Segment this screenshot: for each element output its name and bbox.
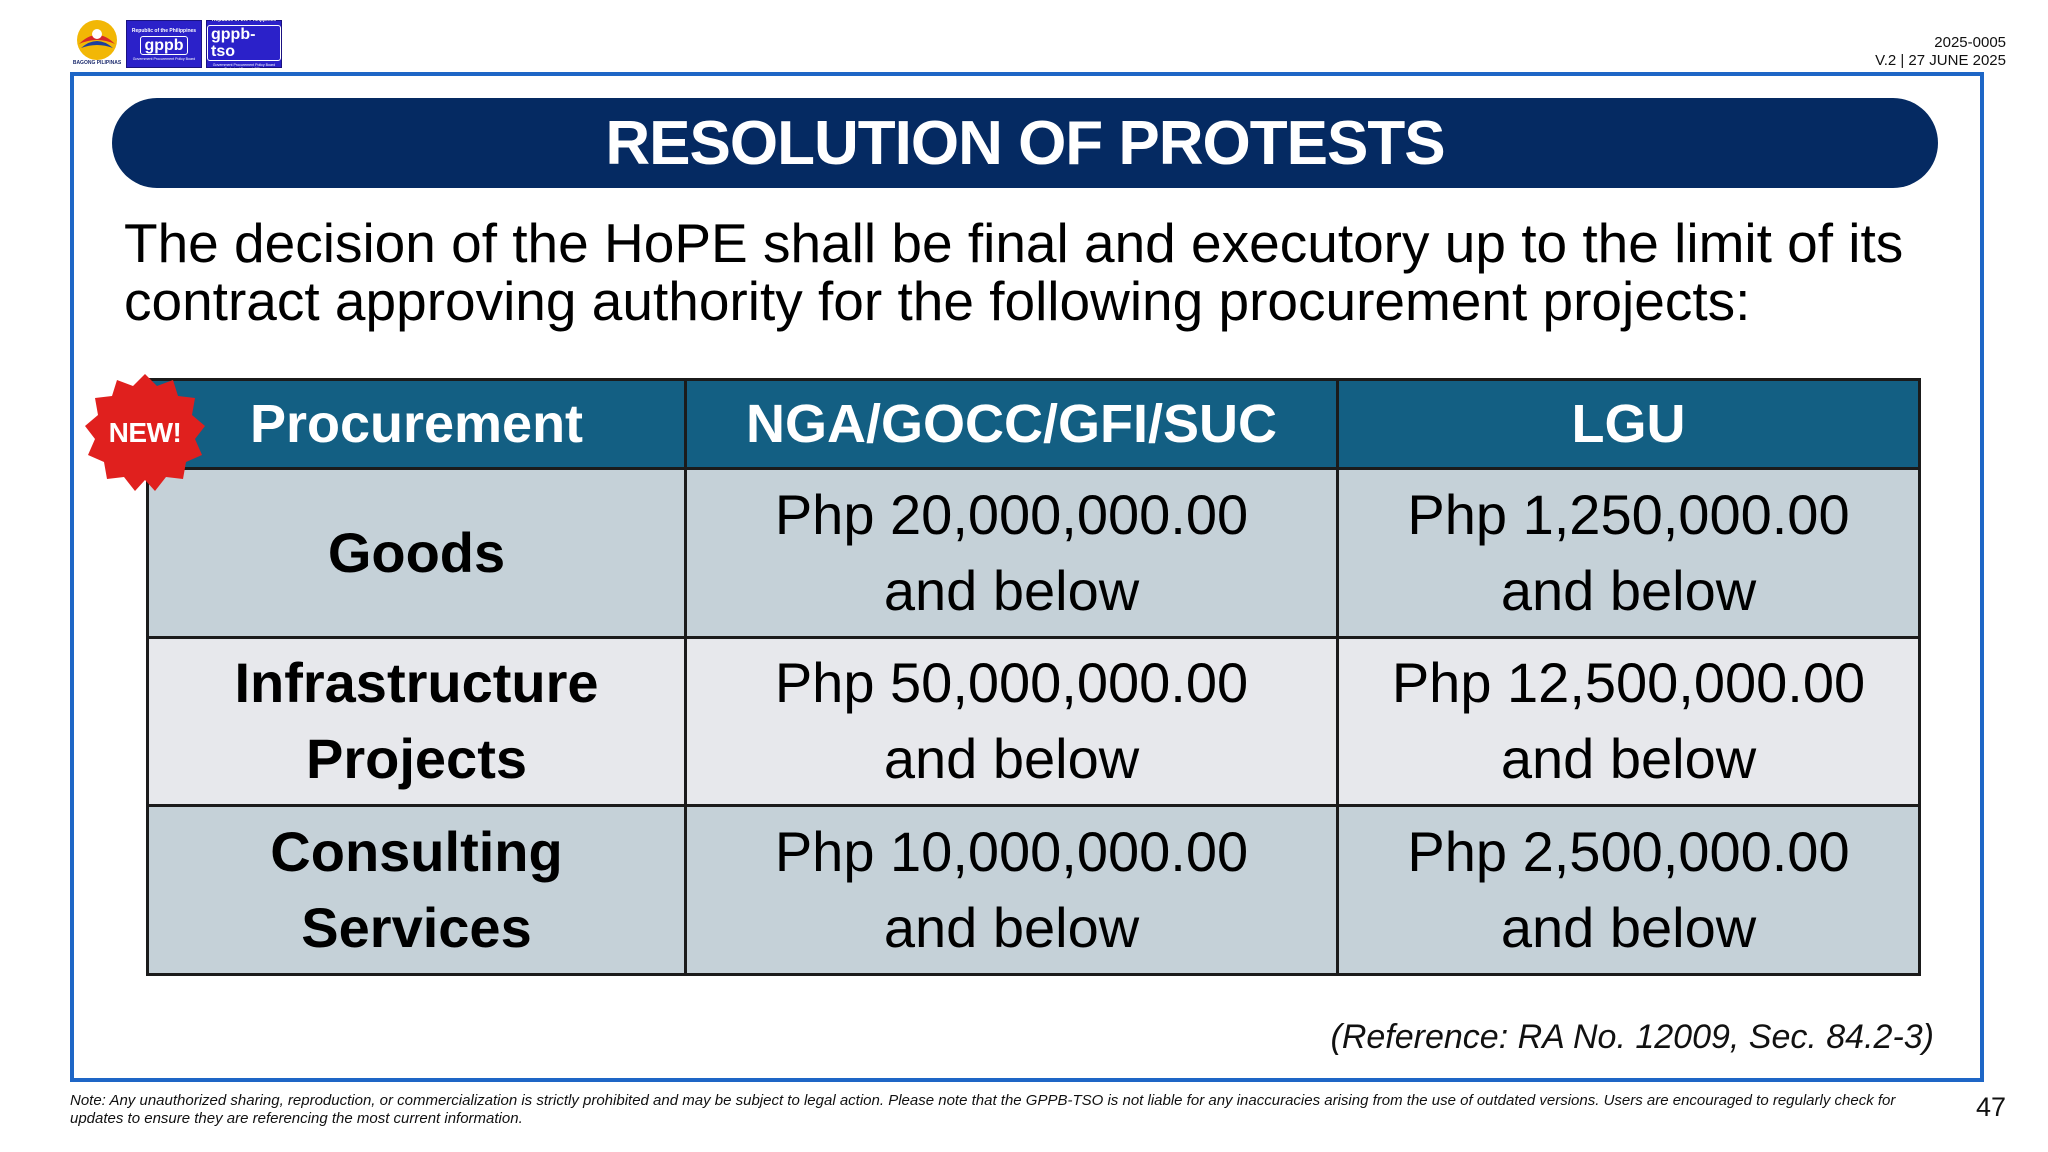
seal-label: BAGONG PILIPINAS: [72, 60, 122, 66]
gppb-tso-logo: [206, 17, 282, 71]
category-cell: [148, 469, 686, 638]
sun-emblem-icon: [75, 18, 119, 62]
nga-limit-cell: [686, 637, 1338, 806]
gppb-logo-bottom: Government Procurement Policy Board: [132, 56, 196, 61]
category-label: Goods: [327, 520, 506, 584]
table-row: [148, 637, 1920, 806]
nga-limit-cell: [686, 469, 1338, 638]
lgu-amount: Php 2,500,000.00: [1407, 820, 1850, 884]
reference-note: (Reference: RA No. 12009, Sec. 84.2-3): [1330, 1018, 1934, 1056]
category-cell: [148, 806, 686, 975]
gppb-tso-logo-top: Republic of the Philippines: [211, 17, 277, 23]
lgu-amount: Php 12,500,000.00: [1391, 651, 1866, 715]
lgu-condition: and below: [1500, 727, 1757, 791]
table-row: [148, 469, 1920, 638]
table-row: [148, 806, 1920, 975]
column-header-procurement: Procurement: [148, 380, 686, 469]
lgu-limit-cell: [1338, 806, 1920, 975]
gppb-tso-logo-bottom: Government Procurement Policy Board Technical Support Office: [212, 63, 276, 71]
gppb-tso-logo-mark: gppb-tso: [207, 25, 281, 61]
bagong-pilipinas-logo: [72, 18, 122, 70]
category-label-line2: Services: [301, 896, 532, 960]
nga-condition: and below: [883, 896, 1140, 960]
lgu-amount: Php 1,250,000.00: [1407, 482, 1850, 546]
slide-title: RESOLUTION OF PROTESTS: [605, 108, 1445, 178]
footer-disclaimer: Note: Any unauthorized sharing, reproduction, or commercialization is strictly prohibited and may be subject to legal action. Please note that the GPPB-TSO is not liable for any inaccuracies arising from the use of outdated versions. Users are encouraged to regularly check for updates to ensure they are referencing the most current information.: [70, 1092, 1896, 1127]
column-header-lgu: LGU: [1338, 380, 1920, 469]
category-label-line2: Projects: [306, 727, 527, 791]
nga-amount: Php 10,000,000.00: [774, 820, 1249, 884]
nga-limit-cell: [686, 806, 1338, 975]
new-badge-label: NEW!: [108, 417, 182, 448]
category-label: Infrastructure: [234, 651, 599, 715]
gppb-logo-top: Republic of the Philippines: [131, 27, 197, 34]
category-label: Consulting: [270, 820, 563, 884]
gppb-logo-mark: gppb: [140, 36, 187, 55]
title-banner: [112, 98, 1938, 188]
nga-condition: and below: [883, 727, 1140, 791]
document-version: V.2 | 27 JUNE 2025: [1875, 52, 2006, 69]
page-number: 47: [1975, 1092, 2006, 1122]
table-header-row: [148, 380, 1920, 469]
nga-amount: Php 20,000,000.00: [774, 482, 1249, 546]
column-header-nga: NGA/GOCC/GFI/SUC: [686, 380, 1338, 469]
category-cell: [148, 637, 686, 806]
lgu-condition: and below: [1500, 896, 1757, 960]
nga-condition: and below: [883, 558, 1140, 622]
new-badge: [82, 370, 208, 496]
lgu-condition: and below: [1500, 558, 1757, 622]
lgu-limit-cell: [1338, 469, 1920, 638]
procurement-table: [146, 378, 1921, 976]
lgu-limit-cell: [1338, 637, 1920, 806]
header-logos: [72, 18, 282, 70]
document-reference: [1875, 34, 2006, 70]
nga-amount: Php 50,000,000.00: [774, 651, 1249, 715]
document-number: 2025-0005: [1934, 34, 2006, 51]
gppb-logo: [126, 20, 202, 68]
intro-text: The decision of the HoPE shall be final and executory up to the limit of its contract approving authority for the following procurement projects:: [124, 212, 1904, 332]
